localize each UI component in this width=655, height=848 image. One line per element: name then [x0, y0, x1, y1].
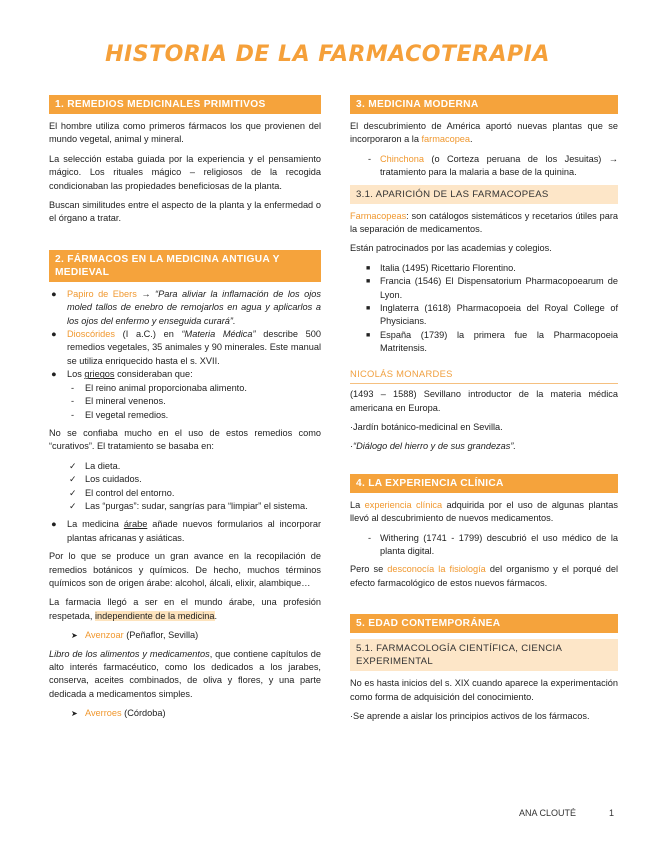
list-item: ● La medicina árabe añade nuevos formularios al incorporar plantas africanas y asiáticas. — [51, 519, 321, 543]
list-item: ● Papiro de Ebers → “Para aliviar la inflamación de los ojos moled tallos de enebro de remojarlos en agua y aplicarlos a los ojos del enfermo y enseguida curará”. — [51, 288, 322, 326]
footer-author: ANA CLOUTÉ — [519, 808, 577, 818]
page-number: 1 — [609, 808, 615, 818]
monardes-heading: NICOLÁS MONARDES — [350, 367, 618, 384]
list-item: - El reino animal proporcionaba alimento. — [71, 382, 247, 393]
list-item: - Chinchona (o Corteza peruana de los Jesuitas) → tratamiento para la malaria a base de la quinina. — [368, 153, 618, 178]
list-item: ➤ Avenzoar (Peñaflor, Sevilla) — [71, 630, 199, 641]
list-item: ■ Francia (1546) El Dispensatorium Pharmacopoearum de Lyon. — [366, 276, 618, 300]
section-3-1-heading: 3.1. APARICIÓN DE LAS FARMACOPEAS — [350, 185, 618, 204]
s2-bullet-list — [49, 288, 321, 382]
s2-arrow-list — [49, 629, 321, 642]
s4-paragraph: Pero se desconocía la fisiología del organismo y el porqué del efecto farmacológico de estos nuevos fármacos. — [350, 564, 618, 588]
list-item: ➤ Averroes (Córdoba) — [71, 708, 166, 719]
left-column — [49, 95, 321, 726]
list-item: ■ Italia (1495) Ricettario Florentino. — [366, 262, 516, 273]
s2-paragraph: La farmacia llegó a ser en el mundo árabe, una profesión respetada, independiente de la medicina. — [49, 597, 321, 621]
s3-paragraph: ·Jardín botánico-medicinal en Sevilla. — [350, 421, 503, 432]
section-2-heading: 2. FÁRMACOS EN LA MEDICINA ANTIGUA Y MEDIEVAL — [49, 250, 321, 282]
s3-square-list — [350, 262, 618, 356]
s3-paragraph: Están patrocinados por las academias y colegios. — [350, 243, 552, 254]
s4-dash-list — [350, 532, 618, 559]
s4-paragraph: La experiencia clínica adquirida por el uso de algunas plantas llevó al descubrimiento de nuevos medicamentos. — [350, 499, 618, 524]
list-item: ✓ El control del entorno. — [69, 487, 175, 498]
s1-paragraph: El hombre utiliza como primeros fármacos los que provienen del mundo vegetal, animal y mineral. — [49, 121, 321, 145]
s2-arrow-list — [49, 707, 321, 720]
list-item: ● Dioscórides (I a.C.) en “Materia Médica” describe 500 remedios vegetales, 35 animales y 90 minerales. Este manual se utiliza enriquecido hasta el s. XVII. — [51, 329, 321, 366]
right-column — [350, 95, 618, 729]
list-item: - El mineral venenos. — [71, 396, 166, 407]
list-item: ✓ Las “purgas”: sudar, sangrías para “limpiar” el sistema. — [69, 500, 308, 511]
s3-paragraph: (1493 – 1588) Sevillano introductor de la materia médica americana en Europa. — [350, 389, 618, 413]
list-item: ■ España (1739) la primera fue la Pharmacopoeia Matritensis. — [366, 329, 618, 354]
section-4-heading: 4. LA EXPERIENCIA CLÍNICA — [350, 474, 618, 493]
section-3-heading: 3. MEDICINA MODERNA — [350, 95, 618, 114]
list-item: ● Los griegos consideraban que: — [51, 369, 193, 380]
s5-paragraph: ·Se aprende a aislar los principios activos de los fármacos. — [350, 710, 590, 721]
s1-paragraph: La selección estaba guiada por la experiencia y el pensamiento mágico. Los rituales mágico – religiosos de la recogida condicionaban las propiedades beneficiosas de la planta. — [49, 153, 321, 191]
s2-bullet-list — [49, 518, 321, 545]
s2-check-list — [49, 460, 321, 514]
section-1-heading: 1. REMEDIOS MEDICINALES PRIMITIVOS — [49, 95, 321, 114]
list-item: - El vegetal remedios. — [71, 409, 169, 420]
page-title: HISTORIA DE LA FARMACOTERAPIA — [105, 42, 550, 67]
s2-dash-list — [49, 382, 321, 422]
list-item: ✓ La dieta. — [69, 460, 121, 471]
s3-paragraph: ·“Diálogo del hierro y de sus grandezas”. — [350, 441, 516, 452]
s3-paragraph: Farmacopeas: son catálogos sistemáticos y recetarios útiles para la separación de medicamentos. — [350, 210, 618, 235]
s2-paragraph: Por lo que se produce un gran avance en la recopilación de remedios botánicos y químicos. De hecho, muchos términos químicos son de origen árabe: alcohol, álcali, elixir, alambique… — [49, 551, 321, 588]
section-5-heading: 5. EDAD CONTEMPORÁNEA — [350, 614, 618, 633]
list-item: - Withering (1741 - 1799) descubrió el uso médico de la planta digital. — [368, 532, 618, 556]
list-item: ✓ Los cuidados. — [69, 474, 142, 485]
s5-paragraph: No es hasta inicios del s. XIX cuando aparece la experimentación como forma de adquisición del conocimiento. — [350, 678, 618, 702]
s2-paragraph: No se confiaba mucho en el uso de estos remedios como “curativos”. El tratamiento se basaba en: — [49, 427, 321, 452]
s3-paragraph: El descubrimiento de América aportó nuevas plantas que se incorporaron a la farmacopea. — [350, 121, 618, 145]
s1-paragraph: Buscan similitudes entre el aspecto de la planta y la enfermedad o el órgano a tratar. — [49, 200, 321, 224]
s3-dash-list — [350, 153, 618, 180]
section-5-1-heading: 5.1. FARMACOLOGÍA CIENTÍFICA, CIENCIA EXPERIMENTAL — [350, 639, 618, 671]
list-item: ■ Inglaterra (1618) Pharmacopoeia del Royal College of Physicians. — [366, 303, 618, 327]
s2-paragraph: Libro de los alimentos y medicamentos, que contiene capítulos de alto interés farmacéutico, como los dedicados a los jarabes, conserva, aceites combinados, de oliva y flores, y una parte dedicada a medicamentos simples. — [49, 648, 321, 699]
